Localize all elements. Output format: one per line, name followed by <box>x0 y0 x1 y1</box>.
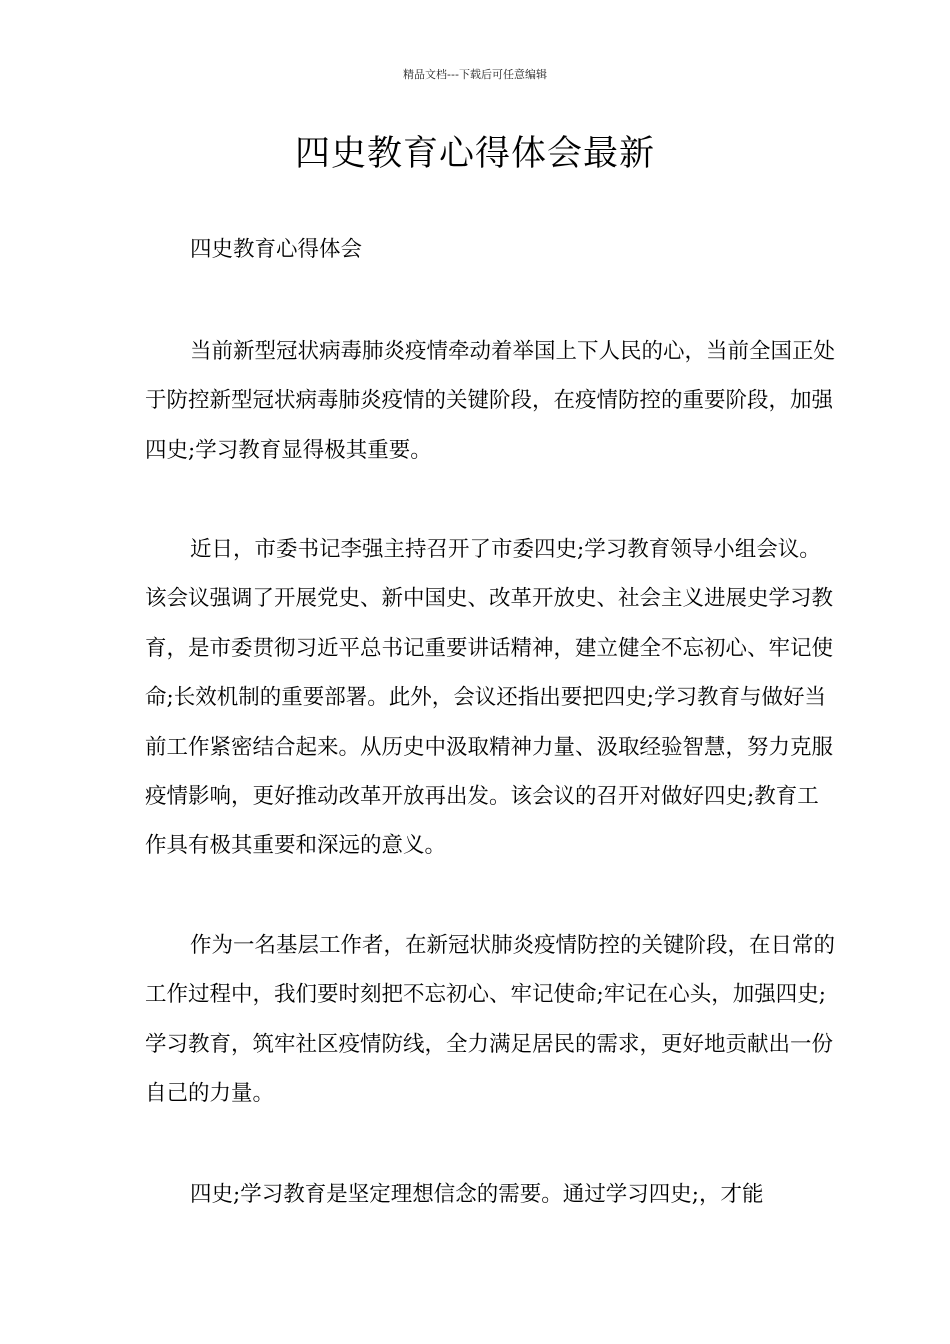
paragraph-3: 作为一名基层工作者，在新冠状肺炎疫情防控的关键阶段，在日常的工作过程中，我们要时刻把不忘初心、牢记使命;牢记在心头，加强四史;学习教育，筑牢社区疫情防线，全力满足居民的需求，更好地贡献出一份自己的力量。 <box>145 933 836 1107</box>
paragraph-4: 四史;学习教育是坚定理想信念的需要。通过学习四史;，才能 <box>190 1182 764 1207</box>
paragraph-1: 当前新型冠状病毒肺炎疫情牵动着举国上下人民的心，当前全国正处于防控新型冠状病毒肺炎疫情的关键阶段，在疫情防控的重要阶段，加强四史;学习教育显得极其重要。 <box>145 339 836 463</box>
document-title: 四史教育心得体会最新 <box>294 134 655 174</box>
document-subtitle: 四史教育心得体会 <box>190 237 363 262</box>
paragraph-2: 近日，市委书记李强主持召开了市委四史;学习教育领导小组会议。该会议强调了开展党史、新中国史、改革开放史、社会主义进展史学习教育，是市委贯彻习近平总书记重要讲话精神，建立健全不忘初心、牢记使命;长效机制的重要部署。此外，会议还指出要把四史;学习教育与做好当前工作紧密结合起来。从历史中汲取精神力量、汲取经验智慧，努力克服疫情影响，更好推动改革开放再出发。该会议的召开对做好四史;教育工作具有极其重要和深远的意义。 <box>145 537 834 859</box>
header-note: 精品文档---下载后可任意编辑 <box>403 68 547 81</box>
